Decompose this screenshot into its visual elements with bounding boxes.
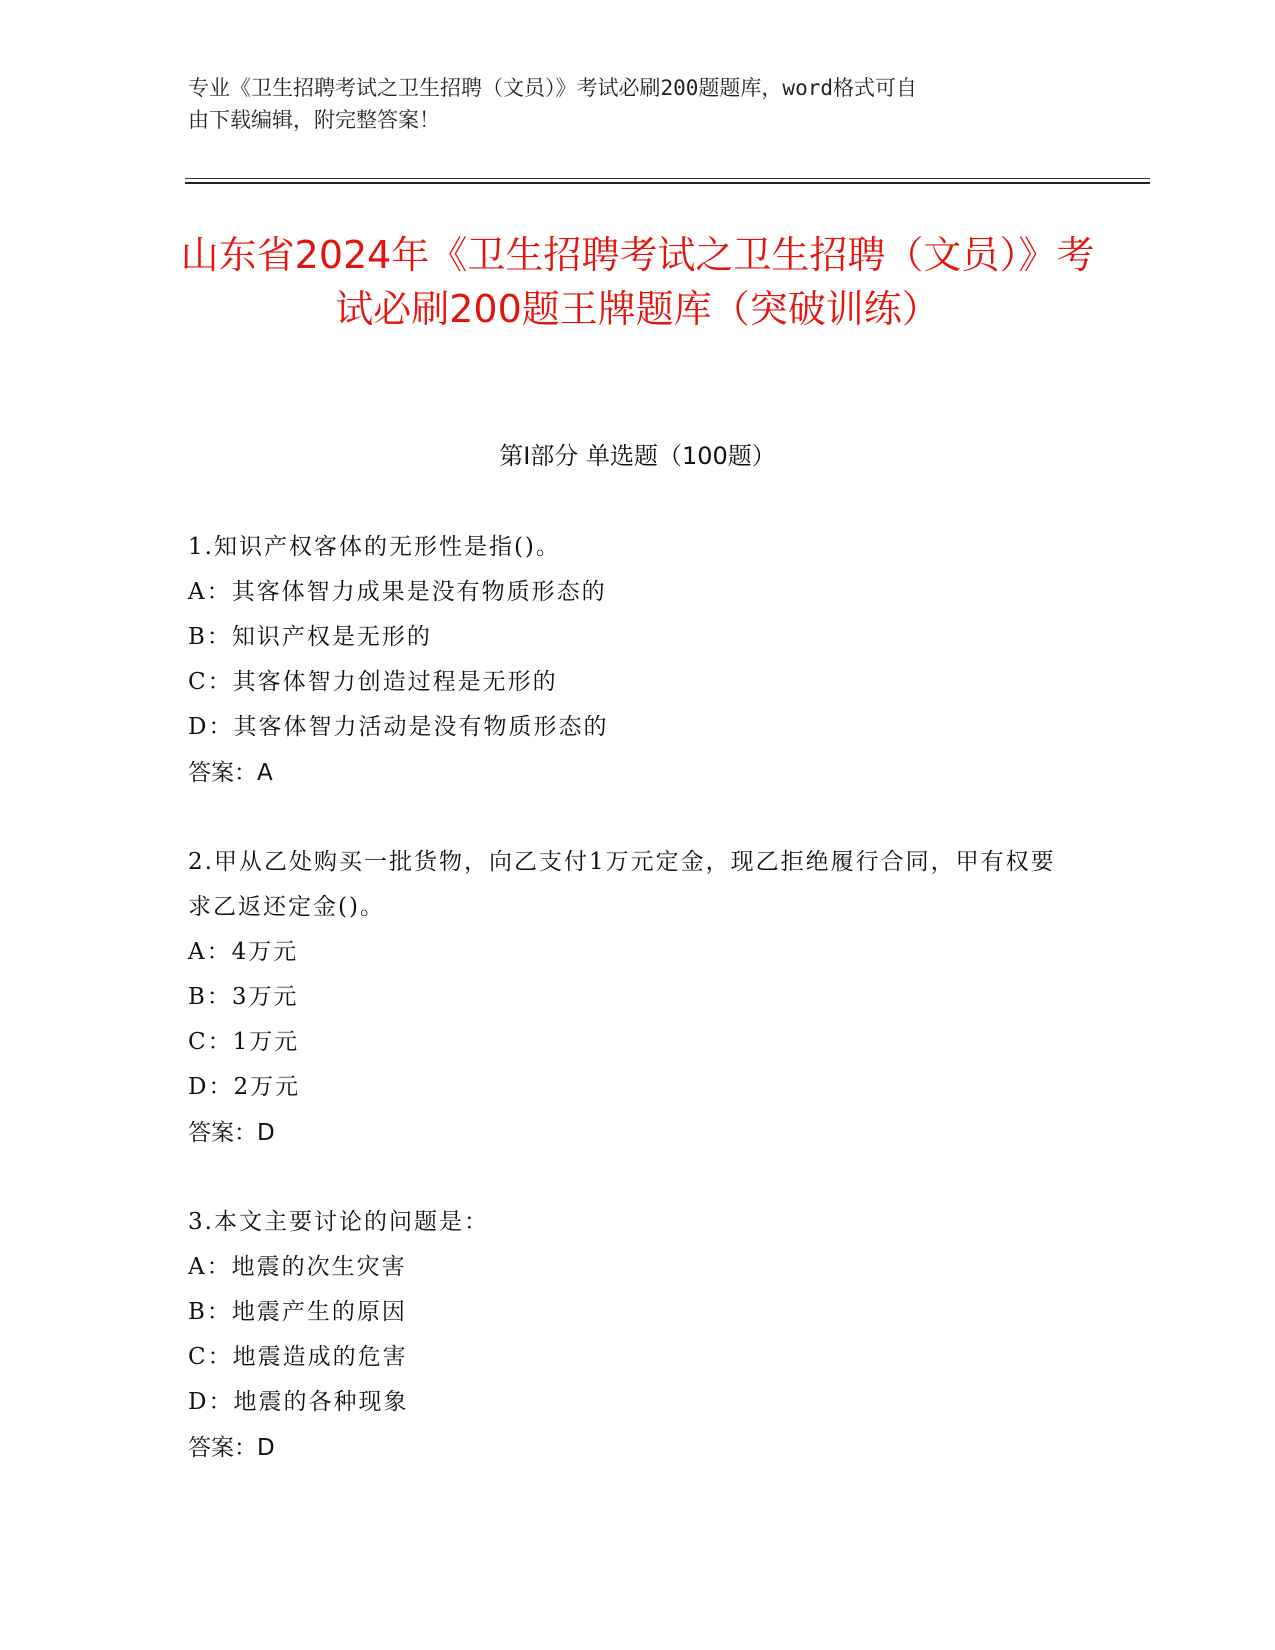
option-d: D：2万元 [188,1074,301,1100]
question-3 [188,1200,1068,1471]
header-divider-thin [185,178,1150,179]
option-c: C：其客体智力创造过程是无形的 [188,669,558,695]
option-a: A：4万元 [188,939,299,965]
option-a: A：地震的次生灾害 [188,1254,407,1280]
option-b: B：地震产生的原因 [188,1299,407,1325]
option-d: D：地震的各种现象 [188,1389,409,1415]
question-2 [188,840,1068,1156]
question-stem: 1.知识产权客体的无形性是指()。 [188,534,561,560]
answer-line: 答案：A [188,760,273,786]
option-b: B：3万元 [188,984,299,1010]
header-note: 专业《卫生招聘考试之卫生招聘（文员）》考试必刷200题题库，word格式可自 由下载编辑，附完整答案！ [188,76,917,132]
option-c: C：1万元 [188,1029,300,1055]
option-a: A：其客体智力成果是没有物质形态的 [188,579,607,605]
question-stem: 3.本文主要讨论的问题是： [188,1209,489,1235]
answer-line: 答案：D [188,1120,275,1146]
option-b: B：知识产权是无形的 [188,624,432,650]
question-list [188,525,1068,1515]
question-1 [188,525,1068,796]
option-d: D：其客体智力活动是没有物质形态的 [188,714,609,740]
option-c: C：地震造成的危害 [188,1344,408,1370]
section-heading: 第Ⅰ部分 单选题（100题） [499,442,776,470]
header-divider-thick [185,182,1150,184]
document-title: 山东省2024年《卫生招聘考试之卫生招聘（文员）》考试必刷200题王牌题库（突破训练） [180,233,1095,331]
answer-line: 答案：D [188,1435,275,1461]
question-stem: 2.甲从乙处购买一批货物，向乙支付1万元定金，现乙拒绝履行合同，甲有权要求乙返还定金()。 [188,849,1056,920]
